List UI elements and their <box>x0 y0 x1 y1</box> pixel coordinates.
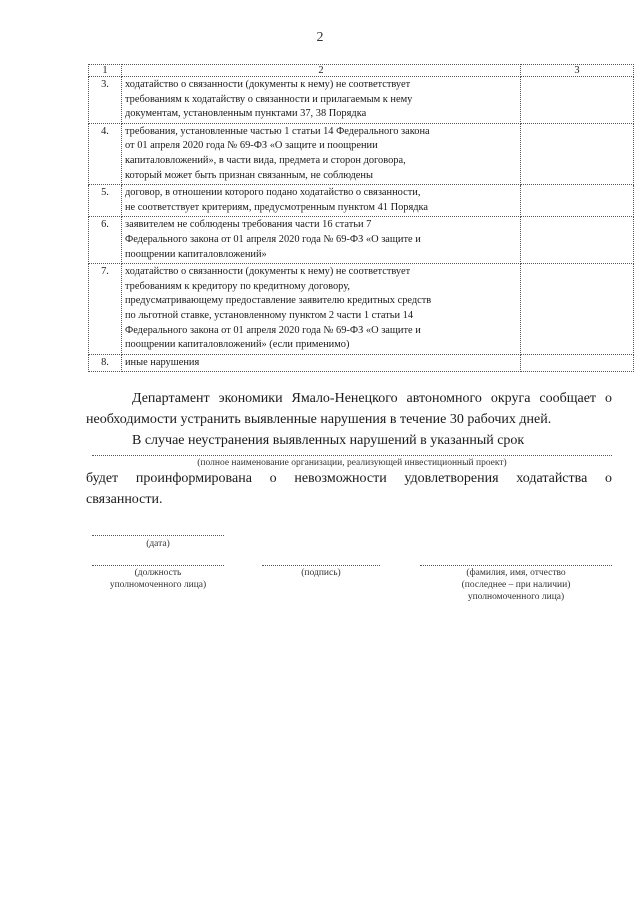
row-text: заявителем не соблюдены требования части 16 статьи 7 Федерального закона от 01 апреля 2020 года № 69-ФЗ «О защите и поощрении капиталовложений» <box>122 217 521 264</box>
row-text: ходатайство о связанности (документы к нему) не соответствует требованиям к ходатайству о связанности и прилагаемым к нему документам, установленным пунктами 37, 38 Порядка <box>122 77 521 124</box>
table-row <box>89 354 634 372</box>
header-col-2: 2 <box>122 65 521 77</box>
violations-table <box>88 64 634 372</box>
row-text: требования, установленные частью 1 статьи 14 Федерального закона от 01 апреля 2020 года № 69-ФЗ «О защите и поощрении капиталовложений», в части вида, предмета и сторон договора, который может быть признан связанным, не соблюдены <box>122 123 521 184</box>
row-extra <box>521 77 634 124</box>
page-number: 2 <box>316 30 324 45</box>
table-header <box>89 65 634 77</box>
table-header-row <box>89 65 634 77</box>
date-line <box>92 535 224 536</box>
notice-paragraph: Департамент экономики Ямало-Ненецкого автономного округа сообщает о необходимости устранить выявленные нарушения в течение 30 рабочих дней. <box>86 391 612 427</box>
header-col-3: 3 <box>521 65 634 77</box>
position-line <box>92 565 224 566</box>
row-extra <box>521 217 634 264</box>
position-caption: (должность уполномоченного лица) <box>109 568 207 590</box>
org-name-line <box>92 455 612 456</box>
row-number: 8. <box>89 354 122 372</box>
row-extra <box>521 264 634 355</box>
table-row <box>89 123 634 184</box>
deadline-paragraph: В случае неустранения выявленных нарушений в указанный срок <box>132 433 525 448</box>
row-number: 6. <box>89 217 122 264</box>
row-number: 3. <box>89 77 122 124</box>
date-caption: (дата) <box>146 539 170 549</box>
table-row <box>89 185 634 217</box>
table-row <box>89 264 634 355</box>
header-col-1: 1 <box>89 65 122 77</box>
name-caption: (фамилия, имя, отчество (последнее – при наличии) уполномоченного лица) <box>461 568 571 602</box>
consequence-paragraph: будет проинформирована о невозможности удовлетворения ходатайства о связанности. <box>86 471 612 507</box>
row-text: договор, в отношении которого подано ходатайство о связанности, не соответствует критериям, предусмотренным пунктом 41 Порядка <box>122 185 521 217</box>
row-number: 5. <box>89 185 122 217</box>
name-line <box>420 565 612 566</box>
row-extra <box>521 123 634 184</box>
table-row <box>89 77 634 124</box>
row-text: ходатайство о связанности (документы к нему) не соответствует требованиям к кредитору по кредитному договору, предусматривающему предоставление заявителю кредитных средств по льготной ставке, установленному пунктом 2 части 1 статьи 14 Федерального закона от 01 апреля 2020 года № 69-ФЗ «О защите и поощрении капиталовложений» (если применимо) <box>122 264 521 355</box>
row-extra <box>521 354 634 372</box>
signature-caption: (подпись) <box>301 568 341 578</box>
row-number: 7. <box>89 264 122 355</box>
org-name-caption: (полное наименование организации, реализующей инвестиционный проект) <box>197 458 507 468</box>
row-number: 4. <box>89 123 122 184</box>
row-extra <box>521 185 634 217</box>
row-text: иные нарушения <box>122 354 521 372</box>
signature-line <box>262 565 380 566</box>
table-row <box>89 217 634 264</box>
